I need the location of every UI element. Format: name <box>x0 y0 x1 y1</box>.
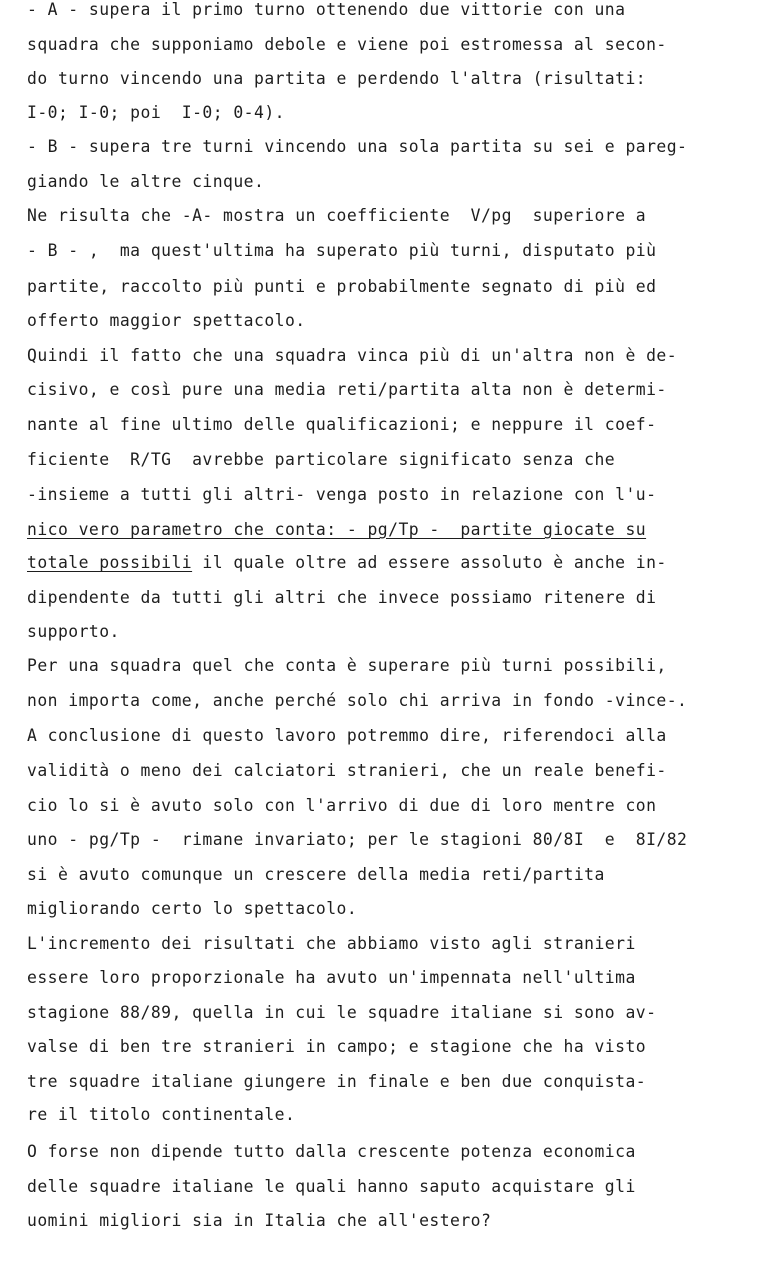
text-line: stagione 88/89, quella in cui le squadre italiane si sono av- <box>27 1003 657 1022</box>
text-line: Per una squadra quel che conta è superare più turni possibili, <box>27 656 667 675</box>
text-line: cio lo si è avuto solo con l'arrivo di due di loro mentre con <box>27 796 657 815</box>
text-line: nante al fine ultimo delle qualificazioni; e neppure il coef- <box>27 415 657 434</box>
text-line: ficiente R/TG avrebbe particolare significato senza che <box>27 450 616 469</box>
text-line: uomini migliori sia in Italia che all'estero? <box>27 1211 492 1230</box>
text-line: uno - pg/Tp - rimane invariato; per le stagioni 80/8I e 8I/82 <box>27 830 688 849</box>
text-line: Quindi il fatto che una squadra vinca più di un'altra non è de- <box>27 346 678 365</box>
text-line: si è avuto comunque un crescere della media reti/partita <box>27 865 605 884</box>
text-line: L'incremento dei risultati che abbiamo visto agli stranieri <box>27 934 636 953</box>
text-line: O forse non dipende tutto dalla crescente potenza economica <box>27 1142 636 1161</box>
underlined-text-line <box>27 520 646 540</box>
text-line: validità o meno dei calciatori stranieri, che un reale benefi- <box>27 761 667 780</box>
text-line: - B - , ma quest'ultima ha superato più turni, disputato più <box>27 241 657 260</box>
text-line: essere loro proporzionale ha avuto un'impennata nell'ultima <box>27 968 636 987</box>
text-line: tre squadre italiane giungere in finale e ben due conquista- <box>27 1072 647 1091</box>
underlined-text-line <box>27 553 667 573</box>
text-line: delle squadre italiane le quali hanno saputo acquistare gli <box>27 1177 636 1196</box>
text-line: - B - supera tre turni vincendo una sola partita su sei e pareg- <box>27 137 688 156</box>
text-line: offerto maggior spettacolo. <box>27 311 306 330</box>
text-line: supporto. <box>27 622 120 641</box>
text-line: migliorando certo lo spettacolo. <box>27 899 358 918</box>
text-line: valse di ben tre stranieri in campo; e stagione che ha visto <box>27 1037 647 1056</box>
text-line: giando le altre cinque. <box>27 172 265 191</box>
underlined-text-segment: totale possibili <box>27 553 193 572</box>
text-line: non importa come, anche perché solo chi arriva in fondo -vince-. <box>27 691 688 710</box>
text-line: A conclusione di questo lavoro potremmo dire, riferendoci alla <box>27 726 667 745</box>
text-line: do turno vincendo una partita e perdendo l'altra (risultati: <box>27 69 647 88</box>
text-line: dipendente da tutti gli altri che invece possiamo ritenere di <box>27 588 657 607</box>
text-line: cisivo, e così pure una media reti/partita alta non è determi- <box>27 380 667 399</box>
text-line: -insieme a tutti gli altri- venga posto in relazione con l'u- <box>27 485 657 504</box>
text-line: I-0; I-0; poi I-0; 0-4). <box>27 103 285 122</box>
text-line: re il titolo continentale. <box>27 1105 296 1124</box>
text-line: partite, raccolto più punti e probabilmente segnato di più ed <box>27 277 657 296</box>
underlined-text-segment: nico vero parametro che conta: - pg/Tp - partite giocate su <box>27 520 647 539</box>
text-line: - A - supera il primo turno ottenendo due vittorie con una <box>27 0 626 19</box>
text-segment: il quale oltre ad essere assoluto è anche in- <box>192 553 667 572</box>
text-line: Ne risulta che -A- mostra un coefficiente V/pg superiore a <box>27 206 647 225</box>
text-line: squadra che supponiamo debole e viene poi estromessa al secon- <box>27 35 667 54</box>
